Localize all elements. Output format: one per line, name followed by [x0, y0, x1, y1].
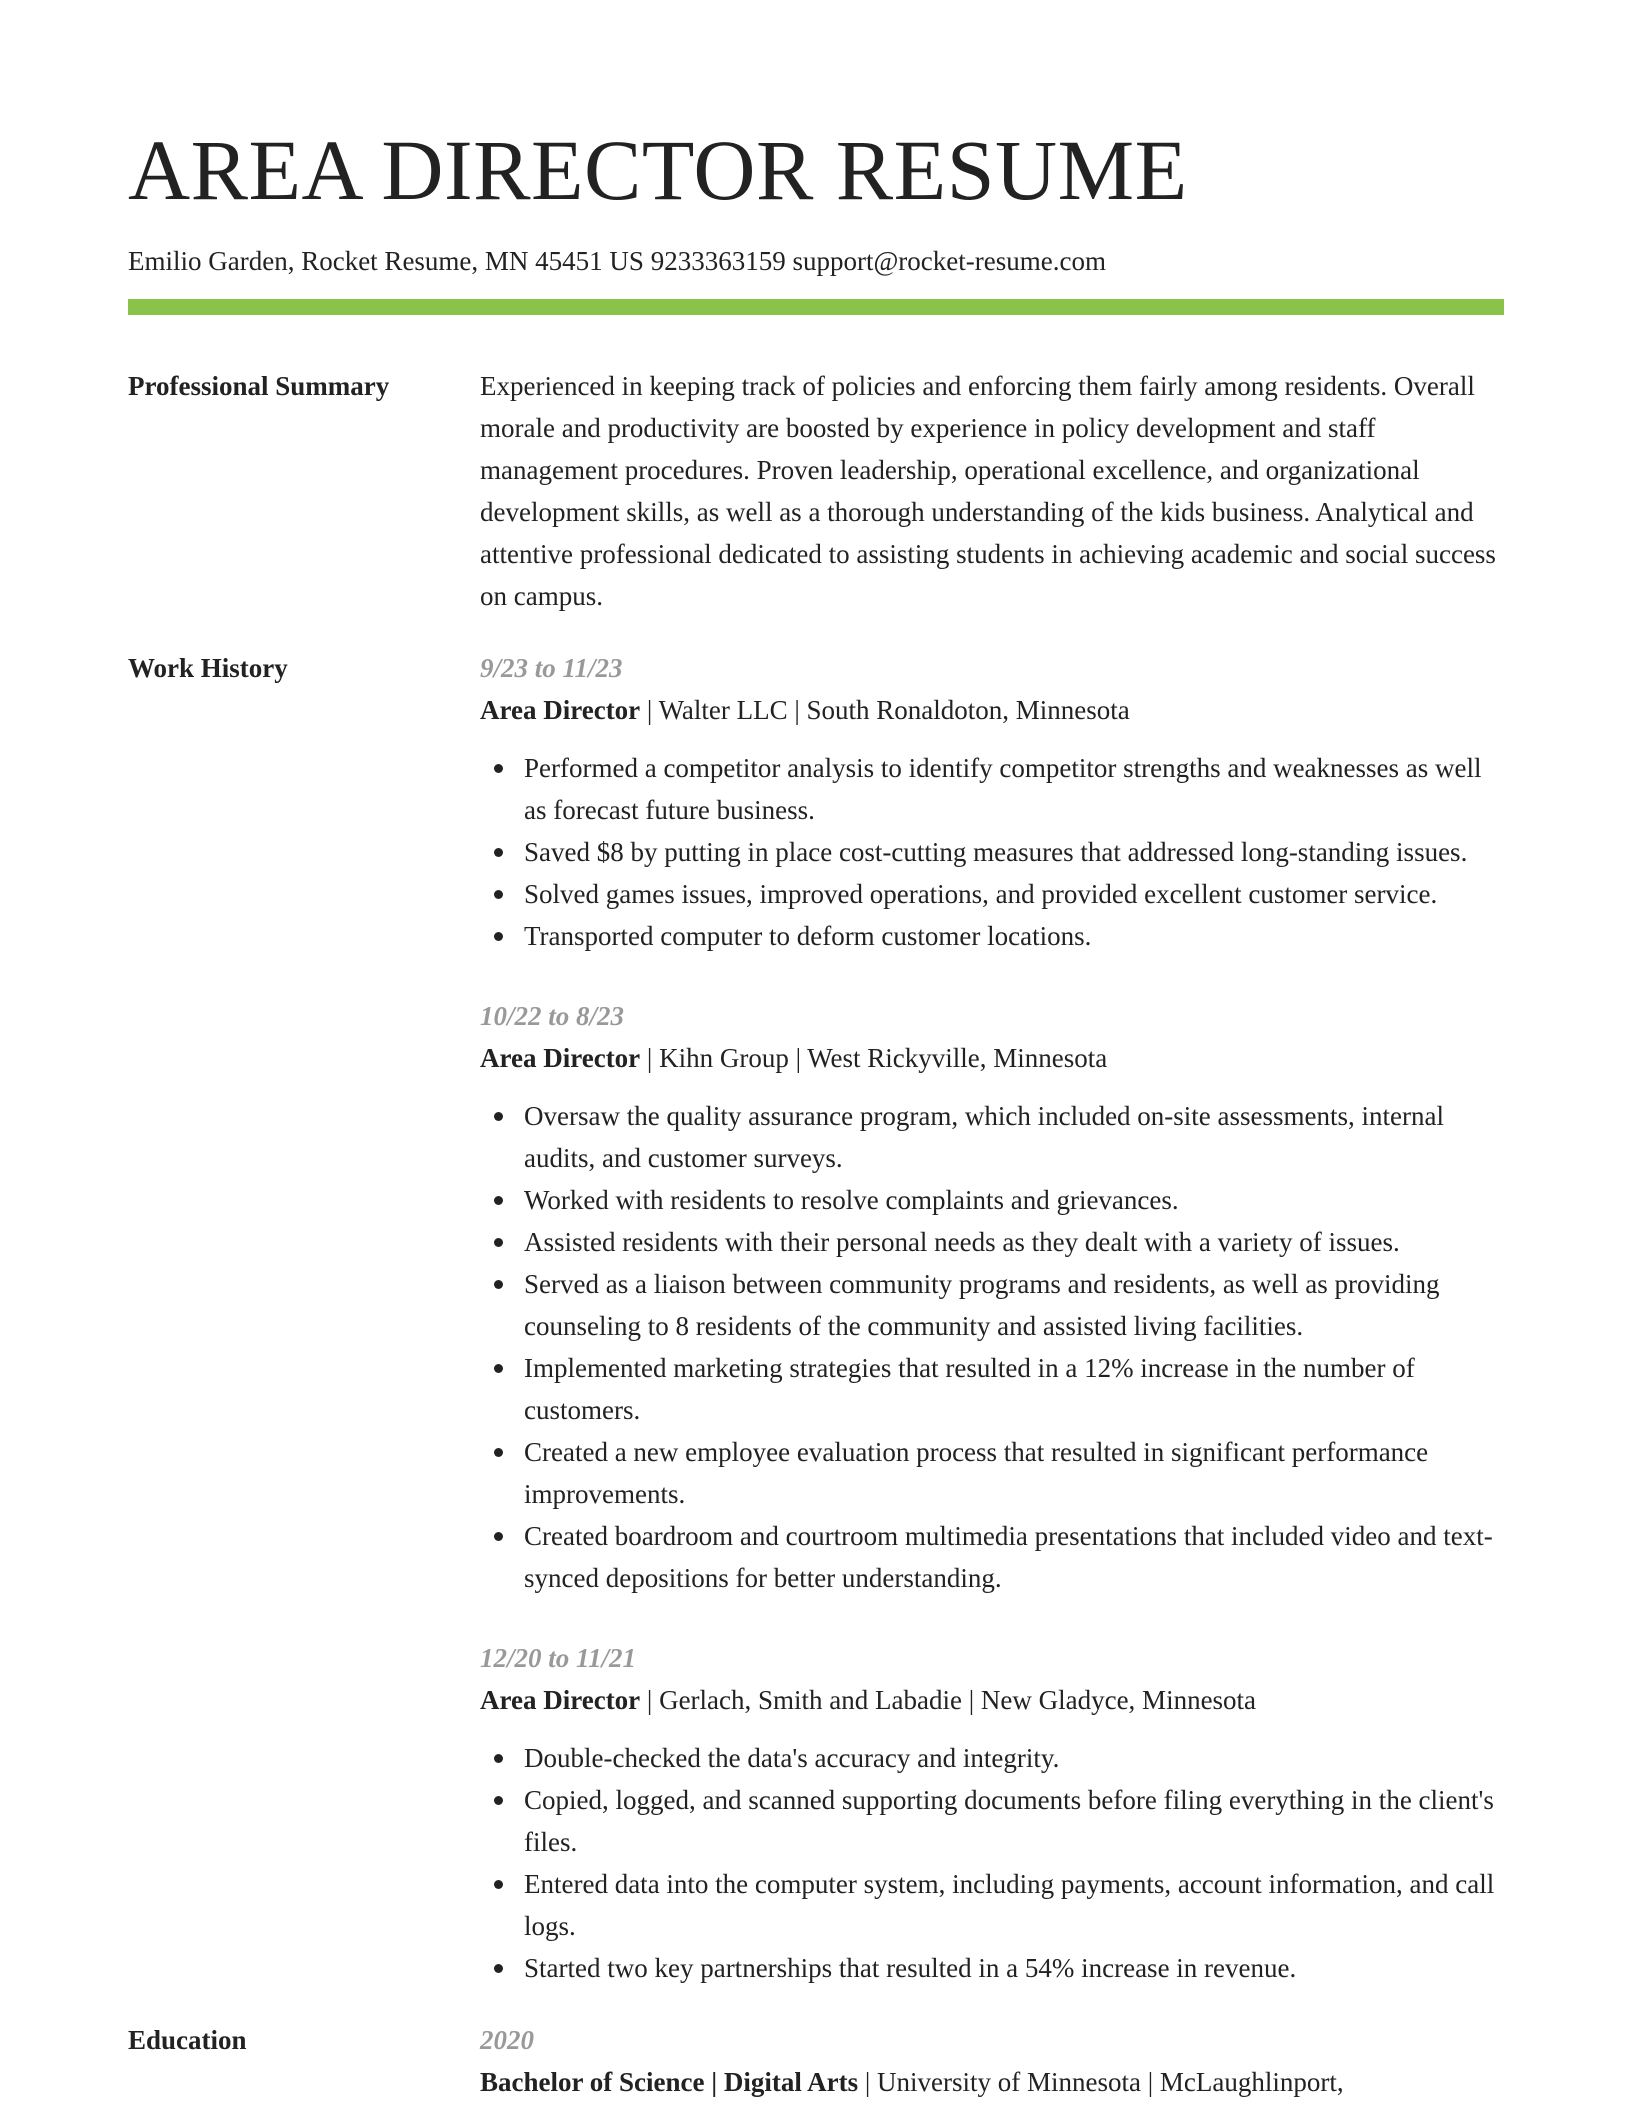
job-title: Area Director	[480, 1685, 641, 1715]
summary-text: Experienced in keeping track of policies and enforcing them fairly among residents. Overall morale and productivity are boosted by experience in policy development and staff management procedures. Proven leadership, operational excellence, and organizational development skills, as well as a thorough understanding of the kids business. Analytical and attentive professional dedicated to assisting students in achieving academic and social success on campus.	[480, 371, 1496, 611]
contact-line: Emilio Garden, Rocket Resume, MN 45451 US 9233363159 support@rocket-resume.com	[128, 246, 1106, 276]
resume-page	[128, 0, 1504, 2103]
job-dates: 12/20 to 11/21	[480, 1643, 637, 1673]
job-details: | Walter LLC | South Ronaldoton, Minnesota	[640, 695, 1130, 725]
section-label-education: Education	[128, 2025, 247, 2055]
job-header	[480, 1037, 1504, 1079]
education-header	[480, 2061, 1504, 2103]
education-year: 2020	[480, 2025, 534, 2055]
job-bullet: Saved $8 by putting in place cost-cutting measures that addressed long-standing issues.	[524, 831, 1504, 873]
job-title: Area Director	[480, 695, 641, 725]
job-details: | Kihn Group | West Rickyville, Minnesota	[640, 1043, 1108, 1073]
job-bullet: Oversaw the quality assurance program, which included on-site assessments, internal audits, and customer surveys.	[524, 1095, 1504, 1179]
job-bullet: Performed a competitor analysis to identify competitor strengths and weaknesses as well as forecast future business.	[524, 747, 1504, 831]
job-bullet: Solved games issues, improved operations, and provided excellent customer service.	[524, 873, 1504, 915]
work-history-section	[128, 647, 1504, 1989]
job-bullet: Started two key partnerships that resulted in a 54% increase in revenue.	[524, 1947, 1504, 1989]
job-bullet: Transported computer to deform customer locations.	[524, 915, 1504, 957]
job-header	[480, 689, 1504, 731]
summary-body	[480, 365, 1504, 617]
job-bullet-list	[480, 1737, 1504, 1989]
job-bullet: Created boardroom and courtroom multimedia presentations that included video and text-synced depositions for better understanding.	[524, 1515, 1504, 1599]
job-bullet-list	[480, 1095, 1504, 1599]
job-bullet: Served as a liaison between community programs and residents, as well as providing counseling to 8 residents of the community and assisted living facilities.	[524, 1263, 1504, 1347]
education-details: | University of Minnesota | McLaughlinport,	[858, 2067, 1344, 2097]
job-entry	[480, 1637, 1504, 1989]
section-label-professional-summary: Professional Summary	[128, 371, 390, 401]
job-dates: 9/23 to 11/23	[480, 653, 623, 683]
job-bullet: Copied, logged, and scanned supporting documents before filing everything in the client's files.	[524, 1779, 1504, 1863]
job-title: Area Director	[480, 1043, 641, 1073]
education-degree: Bachelor of Science | Digital Arts	[480, 2067, 859, 2097]
education-body	[480, 2019, 1504, 2103]
job-header	[480, 1679, 1504, 1721]
job-entry	[480, 995, 1504, 1599]
job-bullet: Assisted residents with their personal needs as they dealt with a variety of issues.	[524, 1221, 1504, 1263]
job-bullet: Created a new employee evaluation process that resulted in significant performance improvements.	[524, 1431, 1504, 1515]
job-bullet: Entered data into the computer system, including payments, account information, and call logs.	[524, 1863, 1504, 1947]
work-history-body	[480, 647, 1504, 1989]
job-dates: 10/22 to 8/23	[480, 1001, 625, 1031]
professional-summary-section	[128, 365, 1504, 617]
job-entry	[480, 647, 1504, 957]
job-bullet: Worked with residents to resolve complaints and grievances.	[524, 1179, 1504, 1221]
job-bullet-list	[480, 747, 1504, 957]
resume-title: AREA DIRECTOR RESUME	[128, 122, 1188, 218]
header-divider	[128, 299, 1504, 315]
education-section	[128, 2019, 1504, 2103]
job-bullet: Double-checked the data's accuracy and integrity.	[524, 1737, 1504, 1779]
section-label-work-history: Work History	[128, 653, 288, 683]
job-bullet: Implemented marketing strategies that resulted in a 12% increase in the number of customers.	[524, 1347, 1504, 1431]
job-details: | Gerlach, Smith and Labadie | New Gladyce, Minnesota	[640, 1685, 1257, 1715]
